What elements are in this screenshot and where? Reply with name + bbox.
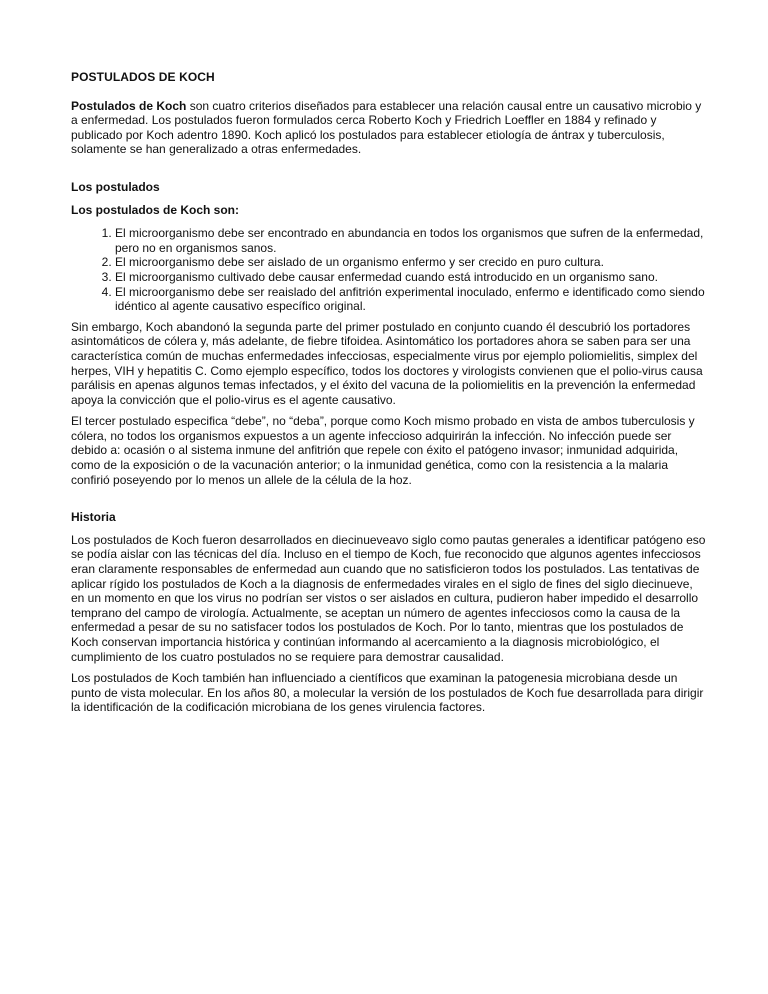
- paragraph-historia-2: Los postulados de Koch también han influenciado a científicos que examinan la patogenesia microbiana desde un punto de vista molecular. En los años 80, a molecular la versión de los postulados de Koch fue desarrollada para dirigir la identificación de la codificación microbiana de los genes virulencia factores.: [71, 671, 704, 715]
- subheading-postulados-list: Los postulados de Koch son:: [71, 202, 240, 217]
- postulates-list: [71, 226, 708, 314]
- list-item: 2. El microorganismo debe ser aislado de un organismo enfermo y ser crecido en puro cultura.: [115, 255, 708, 270]
- paragraph-asymptomatic-carriers: Sin embargo, Koch abandonó la segunda parte del primer postulado en conjunto cuando él descubrió los portadores asintomáticos de cólera y, más adelante, de fiebre tifoidea. Asintomático los portadores ahora se saben para ser una característica común de muchas enfermedades infecciosas, especialmente virus por ejemplo poliomielitis, simplex del herpes, VIH y hepatitis C. Como ejemplo específico, todos los doctores y virologists convienen que el polio-virus causa parálisis en apenas algunos temas infectados, y el éxito del vacuna de la poliomielitis en la prevención la enfermedad apoya la convicción que el polio-virus es el agente causativo.: [71, 319, 703, 407]
- list-item: 3. El microorganismo cultivado debe causar enfermedad cuando está introducido en un organismo sano.: [115, 270, 708, 285]
- paragraph-third-postulate: El tercer postulado especifica “debe”, no “deba”, porque como Koch mismo probado en vista de ambos tuberculosis y cólera, no todos los organismos expuestos a un agente infeccioso adquirirán la infección. No infección puede ser debido a: ocasión o al sistema inmune del anfitrión que repele con éxito el patógeno invasor; inmunidad adquirida, como de la exposición o de la vacunación anterior; o la inmunidad genética, como con la resistencia a la malaria confirió poseyendo por lo menos un allele de la célula de la hoz.: [71, 414, 695, 487]
- intro-paragraph: [71, 99, 708, 157]
- intro-text: son cuatro criterios diseñados para establecer una relación causal entre un causativo microbio y a enfermedad. Los postulados fueron formulados cerca Roberto Koch y Friedrich Loeffler en 1884 y refinado y publicado por Koch adentro 1890. Koch aplicó los postulados para establecer etiología de ántrax y tuberculosis, solamente se han generalizado a otras enfermedades.: [71, 98, 702, 157]
- paragraph-historia-1: Los postulados de Koch fueron desarrollados en diecinueveavo siglo como pautas generales a identificar patógeno eso se podía aislar con las técnicas del día. Incluso en el tiempo de Koch, fue reconocido que algunos agentes infecciosos eran claramente responsables de enfermedad aun cuando que no satisficieron todos los postulados. Las tentativas de aplicar rígido los postulados de Koch a la diagnosis de enfermedades virales en el siglo de fines del siglo diecinueve, en un momento en que los virus no podrían ser vistos o ser aislados en cultura, pudieron haber impedido el desarrollo temprano del campo de virología. Actualmente, se aceptan un número de agentes infecciosos como la causa de la enfermedad a pesar de su no satisfacer todos los postulados de Koch. Por lo tanto, mientras que los postulados de Koch conservan importancia histórica y continúan informando al acercamiento a la diagnosis microbiológico, el cumplimiento de los cuatro postulados no se requiere para demostrar causalidad.: [71, 532, 706, 664]
- document-title: POSTULADOS DE KOCH: [71, 70, 215, 84]
- section-heading-postulados: Los postulados: [71, 179, 160, 194]
- list-item: 4. El microorganismo debe ser reaislado del anfitrión experimental inoculado, enfermo e identificado como siendo idéntico al agente causativo específico original.: [115, 285, 708, 314]
- intro-lead: Postulados de Koch: [71, 98, 187, 113]
- list-item: 1. El microorganismo debe ser encontrado en abundancia en todos los organismos que sufren de la enfermedad, pero no en organismos sanos.: [115, 226, 708, 255]
- section-heading-historia: Historia: [71, 510, 116, 525]
